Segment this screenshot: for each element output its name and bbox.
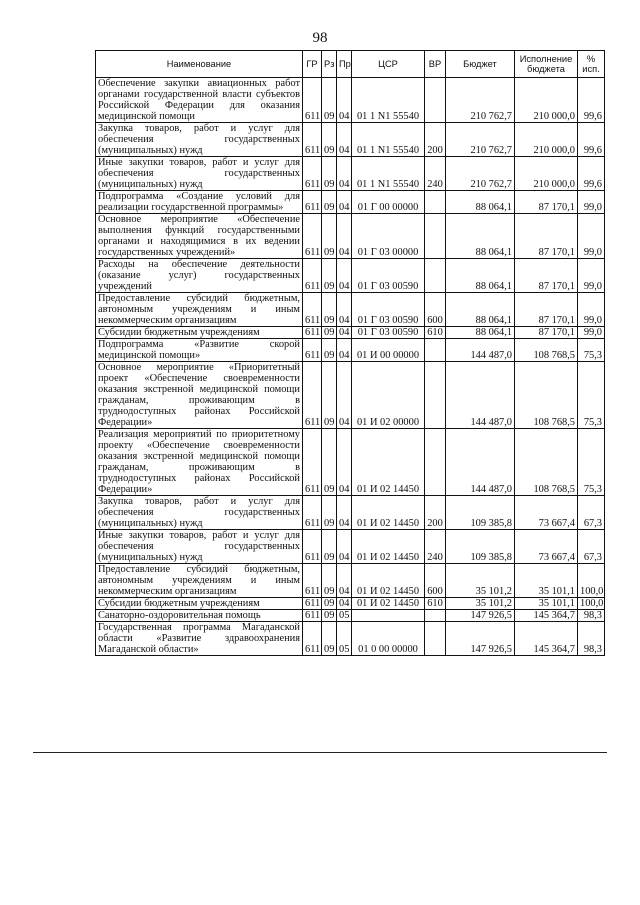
table-row: [96, 157, 605, 191]
cell-rz: 09: [322, 157, 337, 191]
cell-gr: 611: [303, 123, 322, 157]
header-execution: Исполнение бюджета: [515, 51, 578, 78]
cell-percent: 67,3: [578, 530, 605, 564]
cell-rz: 09: [322, 530, 337, 564]
header-vr: ВР: [425, 51, 446, 78]
cell-budget: 210 762,7: [446, 157, 515, 191]
cell-vr: 240: [425, 530, 446, 564]
cell-rz: 09: [322, 327, 337, 339]
cell-csr: 01 И 00 00000: [352, 339, 425, 362]
cell-budget: 88 064,1: [446, 327, 515, 339]
cell-percent: 99,0: [578, 293, 605, 327]
cell-budget: 35 101,2: [446, 564, 515, 598]
cell-vr: 610: [425, 598, 446, 610]
header-rz: Рз: [322, 51, 337, 78]
cell-pr: 04: [337, 293, 352, 327]
cell-vr: [425, 339, 446, 362]
cell-name: Основное мероприятие «Обеспечение выполнения функций государственными органами и находящимися в их ведении государственных учреждений»: [96, 214, 303, 259]
cell-csr: 01 Г 03 00590: [352, 327, 425, 339]
cell-execution: 210 000,0: [515, 123, 578, 157]
cell-execution: 145 364,7: [515, 610, 578, 622]
cell-rz: 09: [322, 123, 337, 157]
cell-execution: 35 101,1: [515, 564, 578, 598]
cell-name: Предоставление субсидий бюджетным, автономным учреждениям и иным некоммерческим организациям: [96, 564, 303, 598]
cell-vr: [425, 622, 446, 656]
cell-csr: 01 И 02 00000: [352, 362, 425, 429]
cell-name: Подпрограмма «Развитие скорой медицинской помощи»: [96, 339, 303, 362]
cell-name: Предоставление субсидий бюджетным, автономным учреждениям и иным некоммерческим организациям: [96, 293, 303, 327]
cell-budget: 147 926,5: [446, 622, 515, 656]
cell-percent: 67,3: [578, 496, 605, 530]
cell-budget: 144 487,0: [446, 362, 515, 429]
cell-rz: 09: [322, 339, 337, 362]
table-row: [96, 293, 605, 327]
page-divider: [33, 752, 607, 753]
cell-csr: 01 И 02 14450: [352, 496, 425, 530]
cell-percent: 99,0: [578, 214, 605, 259]
table-header-row: [96, 51, 605, 78]
table-row: [96, 327, 605, 339]
cell-gr: 611: [303, 327, 322, 339]
cell-pr: 04: [337, 362, 352, 429]
cell-csr: 01 Г 00 00000: [352, 191, 425, 214]
cell-csr: 01 И 02 14450: [352, 564, 425, 598]
cell-rz: 09: [322, 598, 337, 610]
cell-budget: 88 064,1: [446, 293, 515, 327]
cell-pr: 04: [337, 191, 352, 214]
cell-gr: 611: [303, 622, 322, 656]
table-row: [96, 564, 605, 598]
cell-name: Подпрограмма «Создание условий для реализации государственной программы»: [96, 191, 303, 214]
cell-gr: 611: [303, 429, 322, 496]
table-row: [96, 259, 605, 293]
header-gr: ГР: [303, 51, 322, 78]
cell-name: Закупка товаров, работ и услуг для обеспечения государственных (муниципальных) нужд: [96, 496, 303, 530]
cell-percent: 98,3: [578, 610, 605, 622]
cell-execution: 87 170,1: [515, 293, 578, 327]
cell-name: Субсидии бюджетным учреждениям: [96, 327, 303, 339]
cell-gr: 611: [303, 191, 322, 214]
cell-gr: 611: [303, 610, 322, 622]
page-number: 98: [312, 30, 328, 46]
cell-pr: 05: [337, 622, 352, 656]
cell-percent: 99,0: [578, 191, 605, 214]
cell-percent: 100,0: [578, 564, 605, 598]
cell-percent: 99,6: [578, 78, 605, 123]
cell-name: Основное мероприятие «Приоритетный проект «Обеспечение своевременности оказания экстренной медицинской помощи гражданам, проживающим в труднодоступных районах Российской Федерации»: [96, 362, 303, 429]
cell-execution: 87 170,1: [515, 327, 578, 339]
cell-name: Расходы на обеспечение деятельности (оказание услуг) государственных учреждений: [96, 259, 303, 293]
cell-pr: 04: [337, 530, 352, 564]
cell-gr: 611: [303, 496, 322, 530]
cell-gr: 611: [303, 339, 322, 362]
header-name: Наименование: [96, 51, 303, 78]
table-row: [96, 622, 605, 656]
cell-csr: 01 Г 03 00590: [352, 293, 425, 327]
cell-execution: 210 000,0: [515, 157, 578, 191]
cell-pr: 04: [337, 598, 352, 610]
cell-percent: 75,3: [578, 339, 605, 362]
cell-percent: 98,3: [578, 622, 605, 656]
cell-budget: 88 064,1: [446, 214, 515, 259]
cell-pr: 04: [337, 157, 352, 191]
cell-csr: 01 И 02 14450: [352, 530, 425, 564]
header-pr: Пр: [337, 51, 352, 78]
table-row: [96, 214, 605, 259]
cell-name: Обеспечение закупки авиационных работ органами государственной власти субъектов Российской Федерации для оказания медицинской помощи: [96, 78, 303, 123]
cell-budget: 210 762,7: [446, 78, 515, 123]
cell-budget: 109 385,8: [446, 530, 515, 564]
cell-rz: 09: [322, 293, 337, 327]
cell-pr: 04: [337, 496, 352, 530]
cell-vr: [425, 610, 446, 622]
cell-budget: 88 064,1: [446, 259, 515, 293]
cell-execution: 210 000,0: [515, 78, 578, 123]
cell-execution: 73 667,4: [515, 496, 578, 530]
cell-gr: 611: [303, 530, 322, 564]
cell-pr: 04: [337, 339, 352, 362]
cell-rz: 09: [322, 610, 337, 622]
cell-vr: 600: [425, 293, 446, 327]
cell-gr: 611: [303, 293, 322, 327]
cell-csr: 01 Г 03 00590: [352, 259, 425, 293]
cell-budget: 109 385,8: [446, 496, 515, 530]
table-row: [96, 362, 605, 429]
table-body: [96, 78, 605, 656]
cell-gr: 611: [303, 362, 322, 429]
cell-csr: 01 0 00 00000: [352, 622, 425, 656]
cell-rz: 09: [322, 622, 337, 656]
cell-gr: 611: [303, 78, 322, 123]
cell-gr: 611: [303, 598, 322, 610]
cell-budget: 144 487,0: [446, 339, 515, 362]
cell-name: Закупка товаров, работ и услуг для обеспечения государственных (муниципальных) нужд: [96, 123, 303, 157]
cell-name: Субсидии бюджетным учреждениям: [96, 598, 303, 610]
cell-vr: [425, 259, 446, 293]
cell-percent: 99,0: [578, 327, 605, 339]
cell-rz: 09: [322, 496, 337, 530]
cell-pr: 04: [337, 259, 352, 293]
table-row: [96, 530, 605, 564]
header-percent: % исп.: [578, 51, 605, 78]
cell-name: Реализация мероприятий по приоритетному проекту «Обеспечение своевременности оказания экстренной медицинской помощи гражданам, проживающим в труднодоступных районах Российской Федерации»: [96, 429, 303, 496]
cell-rz: 09: [322, 214, 337, 259]
cell-pr: 04: [337, 429, 352, 496]
cell-percent: 99,6: [578, 123, 605, 157]
header-csr: ЦСР: [352, 51, 425, 78]
table-row: [96, 496, 605, 530]
cell-csr: 01 1 N1 55540: [352, 123, 425, 157]
cell-pr: 04: [337, 564, 352, 598]
cell-percent: 99,6: [578, 157, 605, 191]
cell-csr: 01 1 N1 55540: [352, 157, 425, 191]
cell-rz: 09: [322, 191, 337, 214]
table-row: [96, 191, 605, 214]
cell-budget: 35 101,2: [446, 598, 515, 610]
cell-percent: 100,0: [578, 598, 605, 610]
cell-execution: 35 101,1: [515, 598, 578, 610]
cell-percent: 75,3: [578, 429, 605, 496]
cell-name: Государственная программа Магаданской области «Развитие здравоохранения Магаданской области»: [96, 622, 303, 656]
budget-table: [95, 50, 605, 656]
cell-pr: 05: [337, 610, 352, 622]
table-row: [96, 610, 605, 622]
cell-budget: 88 064,1: [446, 191, 515, 214]
cell-name: Иные закупки товаров, работ и услуг для обеспечения государственных (муниципальных) нужд: [96, 157, 303, 191]
cell-vr: [425, 214, 446, 259]
cell-pr: 04: [337, 214, 352, 259]
cell-vr: [425, 362, 446, 429]
cell-execution: 108 768,5: [515, 362, 578, 429]
cell-vr: 610: [425, 327, 446, 339]
cell-rz: 09: [322, 362, 337, 429]
cell-vr: 240: [425, 157, 446, 191]
cell-budget: 210 762,7: [446, 123, 515, 157]
cell-rz: 09: [322, 564, 337, 598]
cell-vr: 200: [425, 496, 446, 530]
cell-percent: 75,3: [578, 362, 605, 429]
cell-gr: 611: [303, 157, 322, 191]
cell-csr: [352, 610, 425, 622]
table-row: [96, 78, 605, 123]
cell-execution: 108 768,5: [515, 339, 578, 362]
cell-name: Санаторно-оздоровительная помощь: [96, 610, 303, 622]
cell-execution: 87 170,1: [515, 259, 578, 293]
cell-pr: 04: [337, 327, 352, 339]
table-row: [96, 339, 605, 362]
cell-csr: 01 Г 03 00000: [352, 214, 425, 259]
cell-csr: 01 И 02 14450: [352, 598, 425, 610]
cell-execution: 108 768,5: [515, 429, 578, 496]
cell-name: Иные закупки товаров, работ и услуг для обеспечения государственных (муниципальных) нужд: [96, 530, 303, 564]
cell-rz: 09: [322, 259, 337, 293]
table-row: [96, 429, 605, 496]
cell-csr: 01 И 02 14450: [352, 429, 425, 496]
header-budget: Бюджет: [446, 51, 515, 78]
cell-pr: 04: [337, 123, 352, 157]
cell-rz: 09: [322, 78, 337, 123]
cell-execution: 87 170,1: [515, 191, 578, 214]
cell-budget: 144 487,0: [446, 429, 515, 496]
cell-execution: 73 667,4: [515, 530, 578, 564]
cell-gr: 611: [303, 259, 322, 293]
cell-execution: 145 364,7: [515, 622, 578, 656]
cell-rz: 09: [322, 429, 337, 496]
cell-csr: 01 1 N1 55540: [352, 78, 425, 123]
cell-gr: 611: [303, 214, 322, 259]
table-row: [96, 123, 605, 157]
cell-pr: 04: [337, 78, 352, 123]
cell-vr: 200: [425, 123, 446, 157]
cell-percent: 99,0: [578, 259, 605, 293]
cell-vr: [425, 429, 446, 496]
cell-vr: 600: [425, 564, 446, 598]
cell-vr: [425, 78, 446, 123]
cell-budget: 147 926,5: [446, 610, 515, 622]
cell-execution: 87 170,1: [515, 214, 578, 259]
table-row: [96, 598, 605, 610]
cell-gr: 611: [303, 564, 322, 598]
cell-vr: [425, 191, 446, 214]
